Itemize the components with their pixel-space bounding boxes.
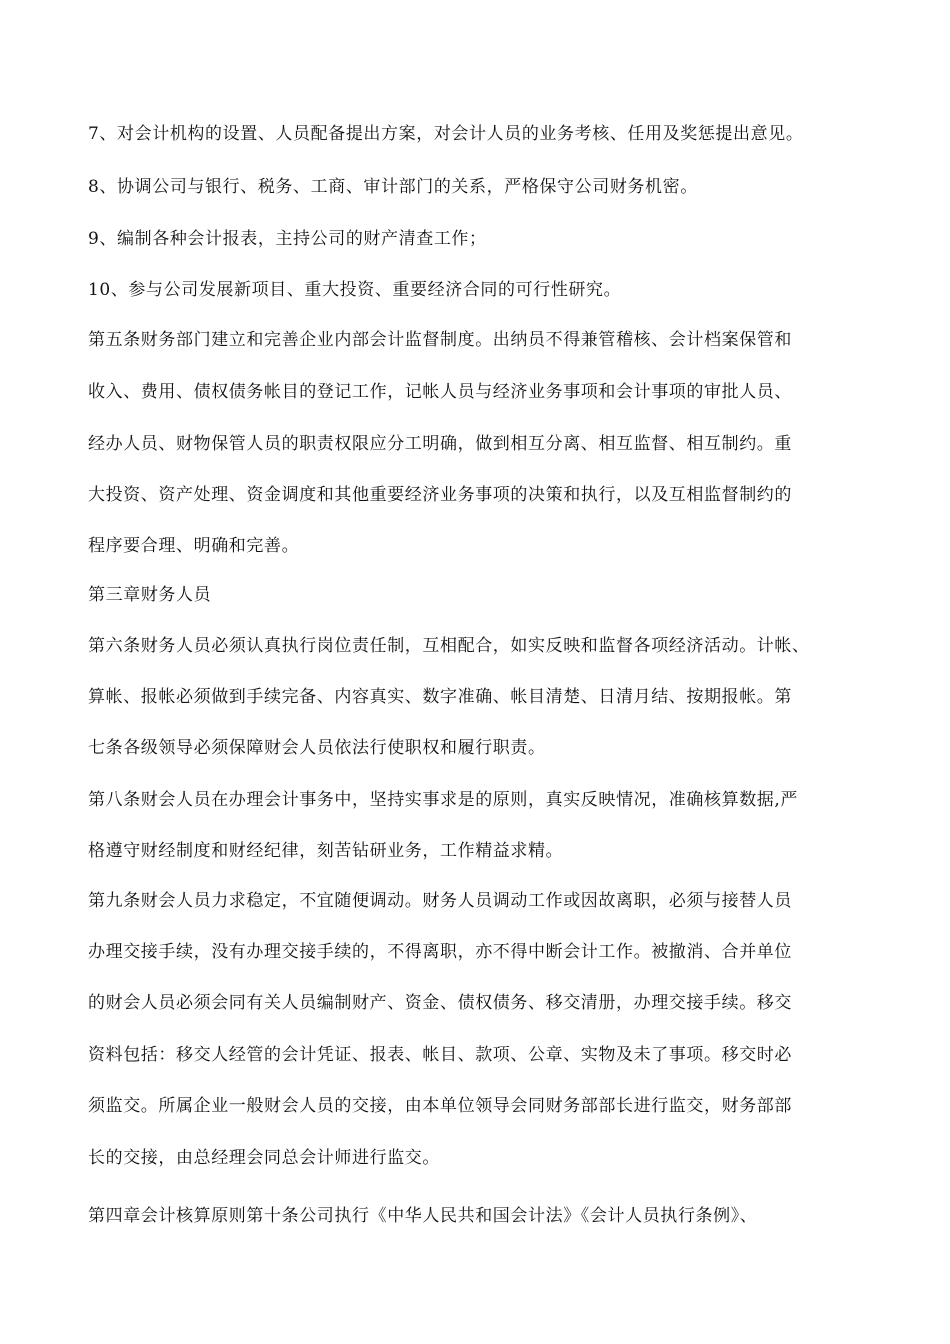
text-line: 7、对会计机构的设置、人员配备提出方案，对会计人员的业务考核、任用及奖惩提出意见。 — [88, 124, 804, 144]
text-line: 9、编制各种会计报表，主持公司的财产清查工作； — [88, 229, 487, 249]
text-line: 第九条财会人员力求稳定，不宜随便调动。财务人员调动工作或因故离职，必须与接替人员 — [88, 891, 792, 911]
text-line: 收入、费用、债权债务帐目的登记工作，记帐人员与经济业务事项和会计事项的审批人员、 — [88, 382, 792, 402]
text-line: 大投资、资产处理、资金调度和其他重要经济业务事项的决策和执行，以及互相监督制约的 — [88, 485, 792, 505]
text-line: 格遵守财经制度和财经纪律，刻苦钻研业务，工作精益求精。 — [88, 841, 564, 861]
text-line: 算帐、报帐必须做到手续完备、内容真实、数字准确、帐目清楚、日清月结、按期报帐。第 — [88, 687, 792, 707]
text-line: 须监交。所属企业一般财会人员的交接，由本单位领导会同财务部部长进行监交，财务部部 — [88, 1096, 792, 1116]
section-heading: 第三章财务人员 — [88, 585, 212, 605]
text-line: 经办人员、财物保管人员的职责权限应分工明确，做到相互分离、相互监督、相互制约。重 — [88, 434, 792, 454]
text-line: 办理交接手续，没有办理交接手续的，不得离职，亦不得中断会计工作。被撤消、合并单位 — [88, 942, 792, 962]
text-line: 8、协调公司与银行、税务、工商、审计部门的关系，严格保守公司财务机密。 — [88, 177, 698, 197]
text-line: 10、参与公司发展新项目、重大投资、重要经济合同的可行性研究。 — [88, 280, 622, 300]
text-line: 程序要合理、明确和完善。 — [88, 536, 300, 556]
text-line: 第八条财会人员在办理会计事务中，坚持实事求是的原则，真实反映情况，准确核算数据,严 — [88, 790, 799, 810]
text-line: 资料包括：移交人经管的会计凭证、报表、帐目、款项、公章、实物及未了事项。移交时必 — [88, 1045, 792, 1065]
text-line: 长的交接，由总经理会同总会计师进行监交。 — [88, 1148, 440, 1168]
text-line: 七条各级领导必须保障财会人员依法行使职权和履行职责。 — [88, 738, 546, 758]
text-line: 第六条财务人员必须认真执行岗位责任制，互相配合，如实反映和监督各项经济活动。计帐、 — [88, 636, 810, 656]
text-line: 的财会人员必须会同有关人员编制财产、资金、债权债务、移交清册，办理交接手续。移交 — [88, 993, 792, 1013]
text-line: 第四章会计核算原则第十条公司执行《中华人民共和国会计法》《会计人员执行条例》、 — [88, 1206, 758, 1226]
text-line: 第五条财务部门建立和完善企业内部会计监督制度。出纳员不得兼管稽核、会计档案保管和 — [88, 330, 792, 350]
